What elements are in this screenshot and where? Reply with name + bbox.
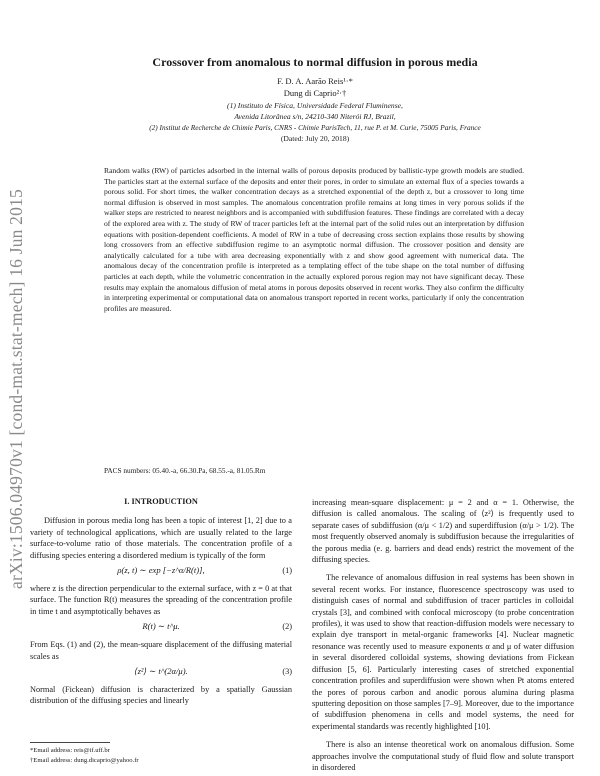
abstract: Random walks (RW) of particles adsorbed in the internal walls of porous deposits produced by ballistic-type growth models are studied. The particles start at the external surface of the deposits and enter their pores, in order to simulate an external flux of a species towards a porous solid. For short times, the walker concentration decays as a stretched exponential of the depth z, but a crossover to long time normal diffusion is observed in most samples. The anomalous concentration profile remains at long times in very porous solids if the walker steps are restricted to nearest neighbors and is accompanied with subdiffusion features. These findings are correlated with a decay of the explored area with z. The study of RW of tracer particles left at the internal part of the solid rules out an interpretation by diffusion equations with position-dependent coefficients. A model of RW in a tube of decreasing cross section explains those results by showing long crossovers from an effective subdiffusion regime to an asymptotic normal diffusion. The crossover position and density are analytically calculated for a tube with area decreasing exponentially with z and show good agreement with numerical data. The anomalous decay of the concentration profile is interpreted as a templating effect of the tube shape on the total number of diffusing particles at each depth, while the volumetric concentration in the actually explored porous region may not have significant decay. These results may explain the anomalous diffusion of metal atoms in porous deposits observed in recent works. They also confirm the difficulty in interpreting experimental or computational data on anomalous transport reported in recent works, particularly if only the concentration profiles are measured.	[104, 166, 524, 313]
dated-line: (Dated: July 20, 2018)	[280, 134, 350, 143]
author-2: Dung di Caprio²·†	[283, 88, 347, 98]
pacs-numbers: PACS numbers: 05.40.-a, 66.30.Pa, 68.55.-a, 81.05.Rm	[104, 466, 266, 475]
equation-2-body: R(t) ∼ t^μ.	[142, 621, 180, 632]
equation-2-number: (2)	[282, 622, 292, 632]
footnote-2: †Email address: dung.dicaprio@yahoo.fr	[30, 757, 139, 764]
intro-paragraph-2: where z is the direction perpendicular to the external surface, with z = 0 at that surface. The function R(t) measures the spreading of the concentration profile in time t and asymptotically behaves as	[30, 584, 292, 616]
right-column	[312, 497, 574, 773]
equation-1	[30, 561, 292, 583]
left-column	[30, 496, 292, 707]
equation-2	[30, 617, 292, 639]
intro-paragraph-3: From Eqs. (1) and (2), the mean-square displacement of the diffusing material scales as	[30, 640, 292, 661]
intro-paragraph-4: Normal (Fickean) diffusion is characterized by a spatially Gaussian distribution of the diffusing species and linearly	[30, 685, 292, 706]
equation-1-number: (1)	[282, 566, 292, 576]
intro-paragraph-5: increasing mean-square displacement: μ = 2 and α = 1. Otherwise, the diffusion is called anomalous. The scaling of ⟨z²⟩ is frequently used to separate cases of subdiffusion (α/μ < 1/2) and superdiffusion (α/μ > 1/2). The most frequently observed anomaly is subdiffusion because the irregularities of the porous media (e. g. barriers and dead ends) restrict the movement of the diffusing species.	[312, 498, 574, 565]
section-heading: I. INTRODUCTION	[124, 497, 198, 506]
footnote-rule	[30, 742, 110, 743]
equation-3-number: (3)	[282, 667, 292, 677]
paper-title: Crossover from anomalous to normal diffusion in porous media	[152, 55, 478, 69]
equation-3-body: ⟨z²⟩ ∼ t^(2α/μ).	[134, 666, 188, 677]
affiliation-1-line-1: (1) Instituto de Física, Universidade Federal Fluminense,	[227, 101, 403, 110]
intro-paragraph-6: The relevance of anomalous diffusion in real systems has been shown in several recent works. For instance, fluorescence spectroscopy was used to distinguish cases of normal and subdiffusion of tracer particles in colloidal crystals [3], and combined with confocal microscopy (to probe concentration profiles), it was used to show that reaction-diffusion models were necessary to explain dye transport in metal-organic frameworks [4]. Nuclear magnetic resonance was recently used to measure exponents α and μ of water diffusion in several disordered colloidal systems, showing deviations from Fickean diffusion [5, 6]. Particularly interesting cases of stretched exponential concentration profiles and superdiffusion were shown when Pt atoms entered the pores of porous carbon and anodic porous alumina during plasma sputtering deposition on those samples [7–9]. Moreover, due to the importance of subdiffusion phenomena in cells and model systems, the need for experimental standards was recently highlighted [10].	[312, 573, 574, 731]
intro-paragraph-7: There is also an intense theoretical work on anomalous diffusion. Some approaches involve the computational study of fluid flow and solute transport in disordered	[312, 740, 574, 772]
author-1: F. D. A. Aarão Reis¹·*	[277, 76, 353, 86]
equation-1-body: ρ(z, t) ∼ exp [−z^α/R(t)],	[117, 565, 205, 576]
affiliation-1-line-2: Avenida Litorânea s/n, 24210-340 Niterói RJ, Brazil,	[234, 112, 396, 121]
footnote-1: *Email address: reis@if.uff.br	[30, 747, 110, 754]
arxiv-stamp: arXiv:1506.04970v1 [cond-mat.stat-mech] 16 Jun 2015	[6, 189, 26, 589]
affiliation-2: (2) Institut de Recherche de Chimie Paris, CNRS - Chimie ParisTech, 11, rue P. et M. Curie, 75005 Paris, France	[149, 123, 481, 132]
intro-paragraph-1: Diffusion in porous media long has been a topic of interest [1, 2] due to a variety of technological applications, which are usually related to the large surface-to-volume ratio of those materials. The concentration profile of a diffusing species entering a disordered medium is typically of the form	[30, 516, 292, 560]
equation-3	[30, 662, 292, 684]
